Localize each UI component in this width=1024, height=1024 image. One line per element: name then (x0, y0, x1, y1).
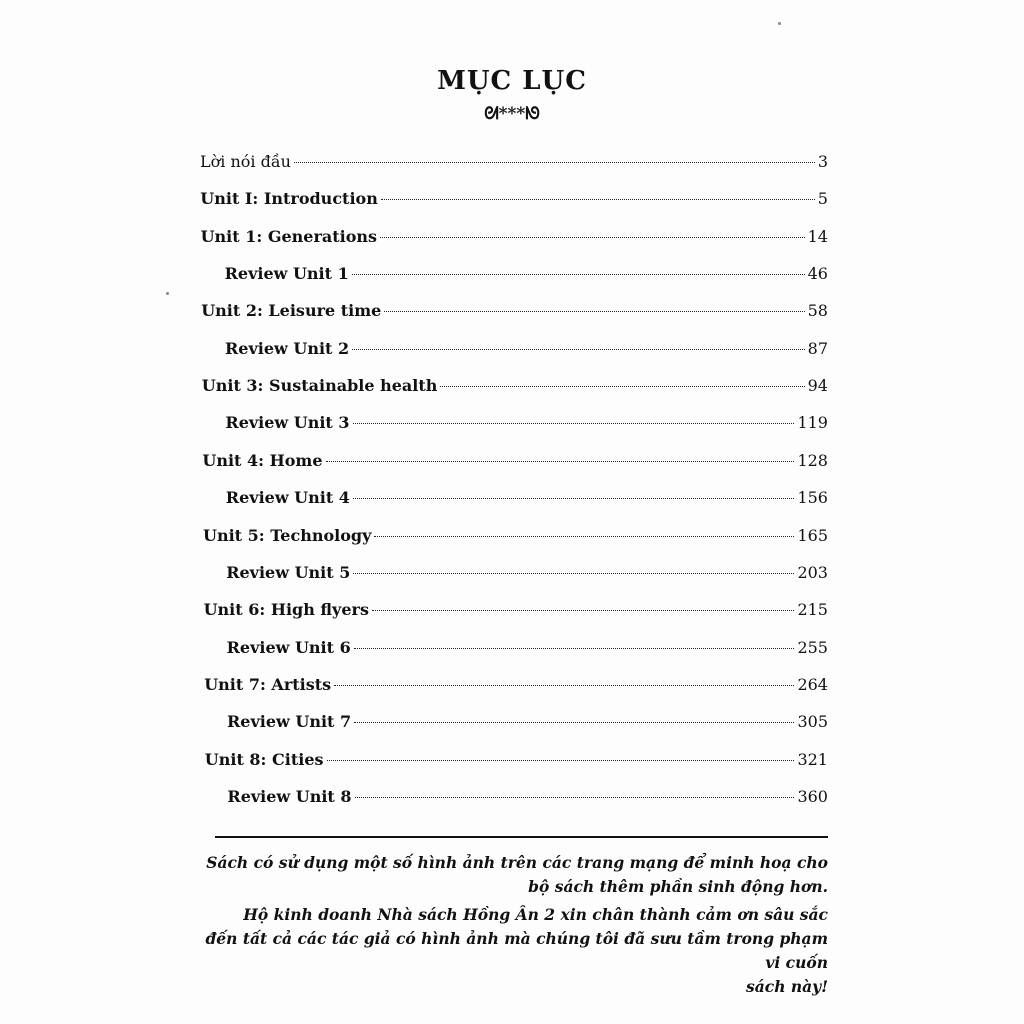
toc-entry-label: Review Unit 1 (224, 264, 349, 284)
toc-page-number: 5 (817, 189, 828, 209)
toc-page-number: 58 (807, 301, 828, 321)
toc-review-row (227, 638, 828, 662)
toc-page-number: 94 (807, 376, 828, 396)
toc-row (202, 451, 828, 475)
toc-page-number: 264 (797, 674, 828, 694)
toc-page-number: 156 (797, 488, 828, 508)
toc-entry-label: Review Unit 7 (227, 712, 352, 732)
toc-page-number: 3 (817, 152, 828, 171)
toc-entry-label: Unit 2: Leisure time (201, 301, 382, 321)
dot-leader (374, 536, 794, 537)
toc-page-number: 255 (797, 637, 828, 657)
note-line: sách này! (746, 977, 828, 996)
toc-review-row (227, 712, 828, 736)
toc-entry-label: Unit 3: Sustainable health (201, 376, 438, 396)
toc-entry-label: Unit 1: Generations (200, 226, 378, 246)
toc-row (204, 675, 828, 699)
toc-entry-label: Lời nói đầu (200, 152, 291, 171)
toc-entry-label: Review Unit 2 (225, 338, 350, 358)
note-line: Hộ kinh doanh Nhà sách Hồng Ân 2 xin chân thành cảm ơn sâu sắc (243, 905, 828, 924)
dot-leader (381, 199, 815, 200)
note-line: đến tất cả các tác giả có hình ảnh mà chúng tôi đã sưu tầm trong phạm vi cuốn (205, 929, 828, 972)
title-ornament: ᘛ***ᘚ (484, 104, 540, 124)
toc-entry-label: Unit 7: Artists (204, 674, 332, 694)
toc-review-row (225, 413, 828, 437)
toc-entry-label: Review Unit 5 (226, 562, 351, 582)
toc-row (202, 376, 828, 400)
dot-leader (326, 461, 795, 462)
thanks-note (188, 903, 828, 999)
image-credit-note (188, 851, 828, 899)
dot-leader (353, 423, 795, 424)
dot-leader (294, 162, 815, 163)
note-line: bộ sách thêm phần sinh động hơn. (528, 877, 828, 896)
toc-review-row (227, 787, 828, 811)
dot-leader (353, 498, 795, 499)
toc-page-number: 305 (797, 712, 828, 732)
toc-row (200, 152, 828, 176)
toc-entry-label: Unit 6: High flyers (203, 600, 369, 620)
page-title: MỤC LỤC (437, 66, 587, 96)
toc-page-number: 87 (807, 338, 828, 358)
toc-row (200, 189, 828, 213)
toc-entry-label: Unit 4: Home (202, 450, 323, 470)
toc-review-row (225, 339, 828, 363)
dot-leader (352, 274, 805, 275)
toc-review-row (226, 563, 828, 587)
toc-entry-label: Unit 5: Technology (203, 525, 372, 545)
toc-page-number: 119 (797, 413, 828, 433)
toc-page-number: 14 (807, 226, 828, 246)
dot-leader (372, 610, 794, 611)
toc-page-number: 203 (797, 562, 828, 582)
note-line: Sách có sử dụng một số hình ảnh trên các trang mạng để minh hoạ cho (206, 853, 828, 872)
toc-row (203, 526, 828, 550)
toc-entry-label: Review Unit 6 (226, 637, 351, 657)
toc-row (201, 227, 828, 251)
dot-leader (352, 349, 805, 350)
toc-entry-label: Review Unit 8 (227, 786, 352, 806)
toc-row (205, 750, 828, 774)
toc-entry-label: Review Unit 4 (225, 488, 350, 508)
dot-leader (354, 722, 794, 723)
divider-line (215, 836, 828, 838)
page-speck (778, 22, 781, 25)
toc-review-row (225, 264, 828, 288)
dot-leader (334, 685, 794, 686)
toc-page-number: 321 (797, 749, 828, 769)
toc-entry-label: Unit I: Introduction (200, 189, 378, 209)
page-speck (166, 292, 169, 295)
toc-page-number: 165 (797, 525, 828, 545)
dot-leader (354, 648, 795, 649)
toc-page-number: 128 (797, 450, 828, 470)
toc-page-number: 215 (797, 600, 828, 620)
toc-entry-label: Unit 8: Cities (204, 749, 324, 769)
toc-page-number: 46 (807, 264, 828, 284)
toc-page-number: 360 (797, 786, 828, 806)
dot-leader (440, 386, 804, 387)
dot-leader (353, 573, 794, 574)
dot-leader (327, 760, 795, 761)
dot-leader (355, 797, 795, 798)
toc-entry-label: Review Unit 3 (225, 413, 350, 433)
toc-review-row (226, 488, 828, 512)
toc-row (204, 600, 828, 624)
dot-leader (380, 237, 805, 238)
dot-leader (384, 311, 804, 312)
toc-row (201, 301, 828, 325)
